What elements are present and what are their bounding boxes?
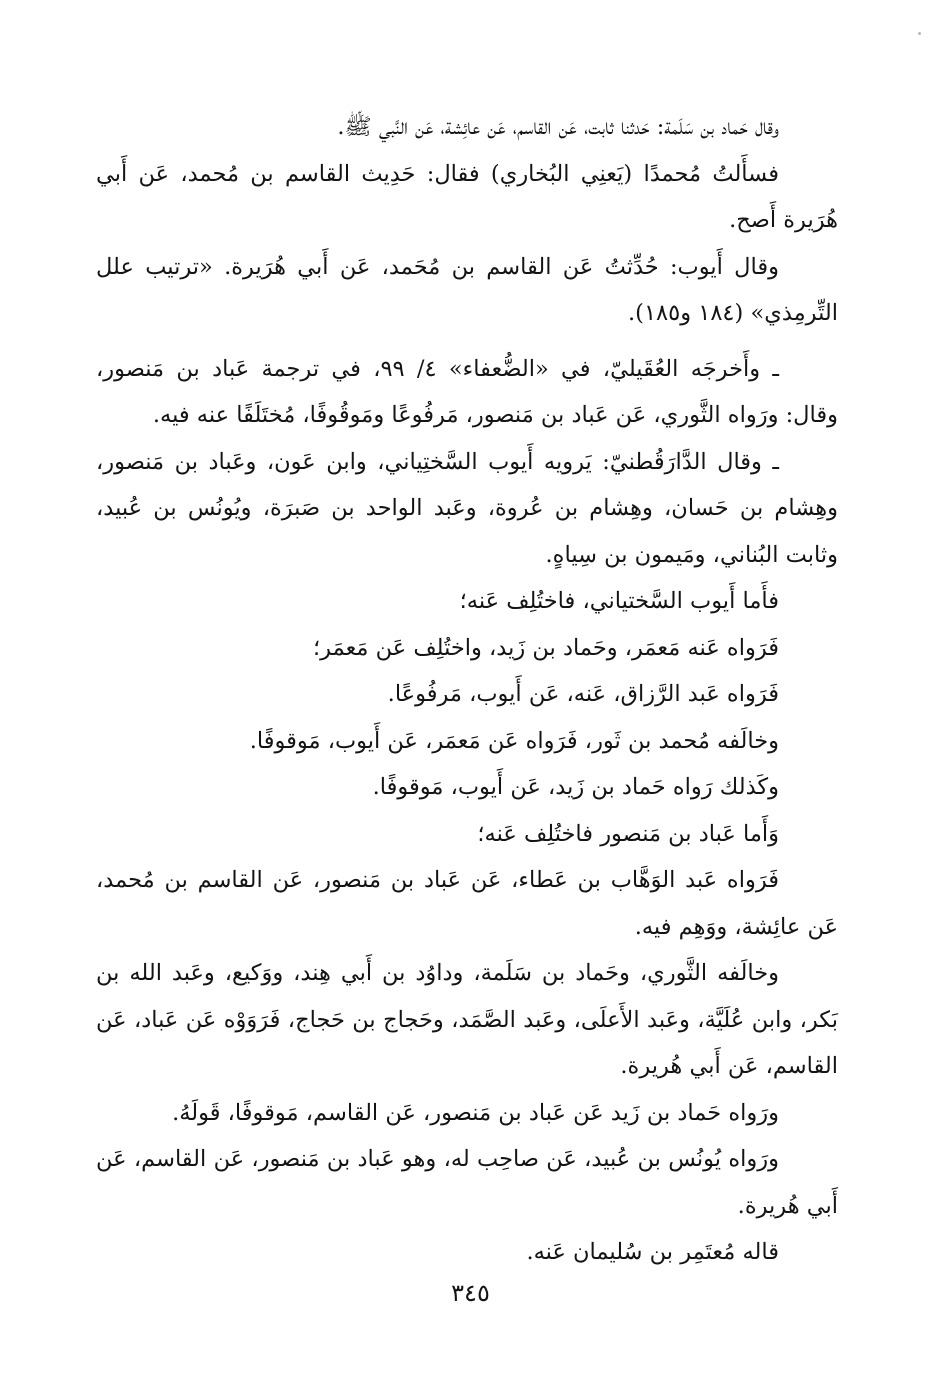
paragraph: وخالَفه مُحمد بن ثَور، فَرَواه عَن مَعمَر، عَن أَيوب، مَوقوفًا.: [249, 727, 779, 754]
scan-speck: [918, 32, 921, 35]
page-number: ٣٤٥: [451, 1279, 490, 1307]
paragraph: ورَواه حَماد بن زَيد عَن عَباد بن مَنصور، عَن القاسم، مَوقوفًا، قَولَهُ.: [172, 1099, 779, 1126]
paragraph: ـ وأَخرجَه العُقَيليّ، في «الضُّعفاء» ٤/ ٩٩، في ترجمة عَباد بن مَنصور، وقال: ورَواه الثَّوري، عَن عَباد بن مَنصور، مَرفُوعًا ومَوقُوفًا، مُختَلَفًا عنه فيه.: [96, 355, 838, 428]
main-text: [96, 104, 838, 1276]
paragraph: ـ وقال الدَّارَقُطنيّ: يَرويه أَيوب السَّختِياني، وابن عَون، وعَباد بن مَنصور، وهِشام بن حَسان، وهِشام بن عُروة، وعَبد الواحد بن صَبرَة، ويُونُس بن عُبيد، وثابت البُناني، ومَيمون بن سِياهٍ.: [96, 448, 838, 568]
paragraph: وخالَفه الثَّوري، وحَماد بن سَلَمة، وداوُد بن أَبي هِند، ووَكيع، وعَبد الله بن بَكر، وابن عُلَيَّة، وعَبد الأَعلَى، وعَبد الصَّمَد، وحَجاج بن حَجاج، فَرَوَوْه عَن عَباد، عَن القاسم، عَن أَبي هُريرة.: [96, 960, 838, 1079]
paragraph: فسأَلتُ مُحمدًا (يَعنِي البُخاري) فقال: حَدِيث القاسم بن مُحمد، عَن أَبي هُرَيرة أَصح.: [96, 160, 838, 233]
paragraph: فَرَواه عَبد الرَّزاق، عَنه، عَن أَيوب، مَرفُوعًا.: [387, 681, 779, 707]
paragraph: وَأَما عَباد بن مَنصور فاختُلِف عَنه؛: [477, 820, 779, 847]
paragraph: وقال حَماد بن سَلَمة: حَدثنا ثابت، عَن القاسم، عَن عائِشة، عَن النَّبي ﷺ.: [337, 114, 779, 140]
paragraph: وقال أَيوب: حُدِّثتُ عَن القاسم بن مُحَمد، عَن أَبي هُرَيرة. «ترتيب علل التِّرمِذي» (١٨٤ و١٨٥).: [96, 253, 838, 326]
paragraph: فَرَواه عَنه مَعمَر، وحَماد بن زَيد، واختُلِف عَن مَعمَر؛: [313, 634, 779, 661]
paragraph: فَرَواه عَبد الوَهَّاب بن عَطاء، عَن عَباد بن مَنصور، عَن القاسم بن مُحمد، عَن عائِشة، ووَهِم فيه.: [96, 867, 838, 940]
paragraph: قاله مُعتَمِر بن سُليمان عَنه.: [526, 1239, 779, 1265]
paragraph: فأَما أَيوب السَّختياني، فاختُلِف عَنه؛: [459, 588, 779, 614]
paragraph: وكَذلك رَواه حَماد بن زَيد، عَن أَيوب، مَوقوفًا.: [372, 774, 779, 800]
paragraph: ورَواه يُونُس بن عُبيد، عَن صاحِب له، وهو عَباد بن مَنصور، عَن القاسم، عَن أَبي هُريرة.: [96, 1146, 838, 1219]
